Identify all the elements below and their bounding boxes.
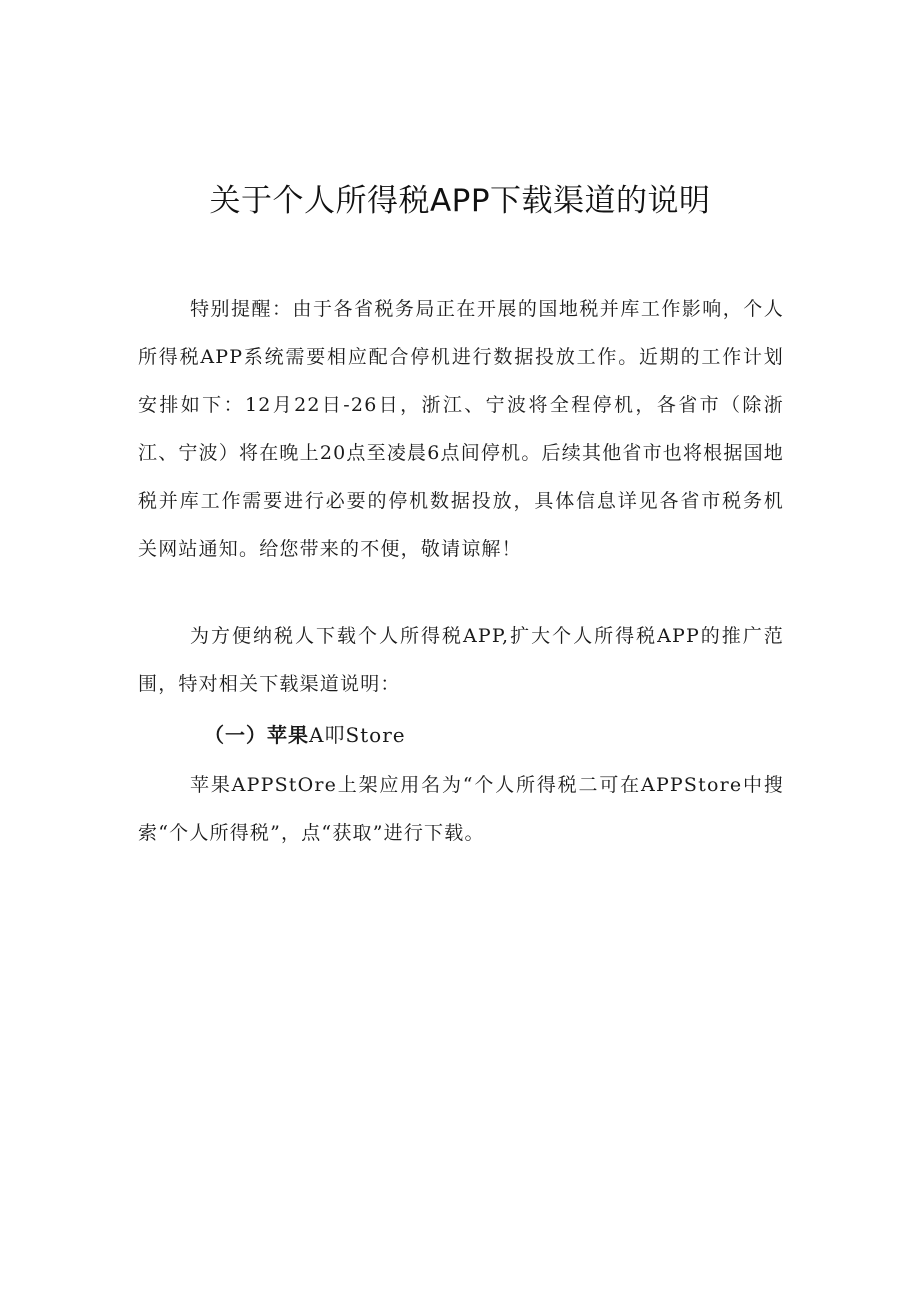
section-heading-rest: A叩Store bbox=[309, 723, 406, 747]
section-heading-apple-store bbox=[204, 715, 406, 755]
section-heading-lead: （一）苹果 bbox=[204, 723, 309, 747]
apple-store-paragraph: 苹果APPStOre上架应用名为“个人所得税二可在APPStore中搜索“个人所得税”，点“获取”进行下载。 bbox=[138, 774, 784, 844]
intro-paragraph: 为方便纳税人下载个人所得税APP,扩大个人所得税APP的推广范围，特对相关下载渠道说明： bbox=[138, 625, 784, 695]
document-title: 关于个人所得税APP下载渠道的说明 bbox=[209, 183, 711, 219]
notice-paragraph: 特别提醒：由于各省税务局正在开展的国地税并库工作影响，个人所得税APP系统需要相应配合停机进行数据投放工作。近期的工作计划安排如下：12月22日-26日，浙江、宁波将全程停机，各省市（除浙江、宁波）将在晚上20点至凌晨6点间停机。后续其他省市也将根据国地税并库工作需要进行必要的停机数据投放，具体信息详见各省市税务机关网站通知。给您带来的不便，敬请谅解！ bbox=[138, 298, 784, 560]
